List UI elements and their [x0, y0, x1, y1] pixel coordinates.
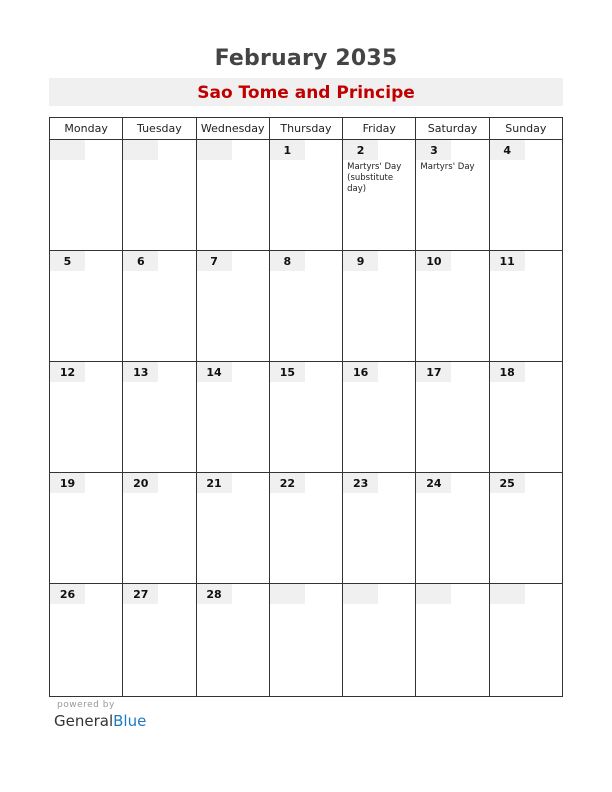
day-number: 1: [270, 140, 305, 160]
day-cell-empty: [490, 584, 562, 696]
weekday-tuesday: Tuesday: [123, 118, 196, 139]
day-number: 6: [123, 251, 158, 271]
day-number: 18: [490, 362, 525, 382]
day-cell: [197, 473, 270, 583]
day-cell: [50, 362, 123, 472]
page-title: February 2035: [214, 46, 398, 71]
day-cell: [123, 251, 196, 361]
day-number: 7: [197, 251, 232, 271]
day-number: [123, 140, 158, 160]
day-cell: [416, 362, 489, 472]
weekday-wednesday: Wednesday: [197, 118, 270, 139]
week-row: [50, 140, 562, 251]
week-row: [50, 473, 562, 584]
day-cell: [490, 140, 562, 250]
day-number: 23: [343, 473, 378, 493]
day-number: 22: [270, 473, 305, 493]
weekday-friday: Friday: [343, 118, 416, 139]
day-number: [416, 584, 451, 604]
day-cell-empty: [197, 140, 270, 250]
day-cell: [270, 362, 343, 472]
day-number: [490, 584, 525, 604]
generalblue-logo[interactable]: [54, 712, 146, 730]
week-row: [50, 251, 562, 362]
country-banner: [49, 78, 563, 106]
day-number: 26: [50, 584, 85, 604]
day-number: 25: [490, 473, 525, 493]
day-cell-empty: [123, 140, 196, 250]
day-cell: [270, 251, 343, 361]
day-number: [270, 584, 305, 604]
day-cell: [123, 584, 196, 696]
day-number: [50, 140, 85, 160]
day-number: 21: [197, 473, 232, 493]
day-cell: [343, 362, 416, 472]
day-number: [343, 584, 378, 604]
weekday-sunday: Sunday: [505, 122, 547, 135]
brand-general: General: [54, 712, 114, 730]
day-cell-empty: [416, 584, 489, 696]
week-row: [50, 362, 562, 473]
day-cell: [197, 251, 270, 361]
day-cell: [270, 473, 343, 583]
day-cell: [50, 251, 123, 361]
day-cell: [416, 140, 489, 250]
day-number: 2: [343, 140, 378, 160]
day-cell: [270, 140, 343, 250]
day-cell-empty: [50, 140, 123, 250]
weekday-thursday: Thursday: [270, 118, 343, 139]
calendar-grid: [49, 117, 563, 697]
day-number: 28: [197, 584, 232, 604]
day-cell: [490, 362, 562, 472]
day-number: 27: [123, 584, 158, 604]
day-number: 15: [270, 362, 305, 382]
brand-blue: Blue: [113, 712, 147, 730]
day-number: 4: [490, 140, 525, 160]
day-cell-empty: [270, 584, 343, 696]
day-number: 17: [416, 362, 451, 382]
day-cell: [50, 473, 123, 583]
weekday-monday: Monday: [50, 118, 123, 139]
day-cell: [343, 473, 416, 583]
day-number: 10: [416, 251, 451, 271]
day-number: 20: [123, 473, 158, 493]
holiday-note: Martyrs' Day: [420, 162, 475, 172]
day-number: 14: [197, 362, 232, 382]
day-number: 19: [50, 473, 85, 493]
weekday-saturday: Saturday: [416, 118, 489, 139]
day-cell: [490, 251, 562, 361]
day-cell-empty: [343, 584, 416, 696]
day-cell: [197, 584, 270, 696]
day-cell: [343, 140, 416, 250]
country-name: Sao Tome and Principe: [197, 83, 415, 103]
day-cell: [50, 584, 123, 696]
day-number: 24: [416, 473, 451, 493]
day-cell: [416, 473, 489, 583]
day-number: 3: [416, 140, 451, 160]
day-cell: [197, 362, 270, 472]
day-number: 9: [343, 251, 378, 271]
holiday-note: Martyrs' Day (substitute day): [347, 162, 402, 194]
day-number: 13: [123, 362, 158, 382]
powered-by-text: powered by: [57, 700, 115, 710]
day-cell: [123, 473, 196, 583]
day-number: 16: [343, 362, 378, 382]
week-row: [50, 584, 562, 696]
day-cell: [490, 473, 562, 583]
weekday-header-row: [50, 118, 562, 140]
day-number: 11: [490, 251, 525, 271]
day-cell: [416, 251, 489, 361]
day-cell: [343, 251, 416, 361]
day-number: 12: [50, 362, 85, 382]
day-cell: [123, 362, 196, 472]
day-number: 8: [270, 251, 305, 271]
day-number: [197, 140, 232, 160]
day-number: 5: [50, 251, 85, 271]
